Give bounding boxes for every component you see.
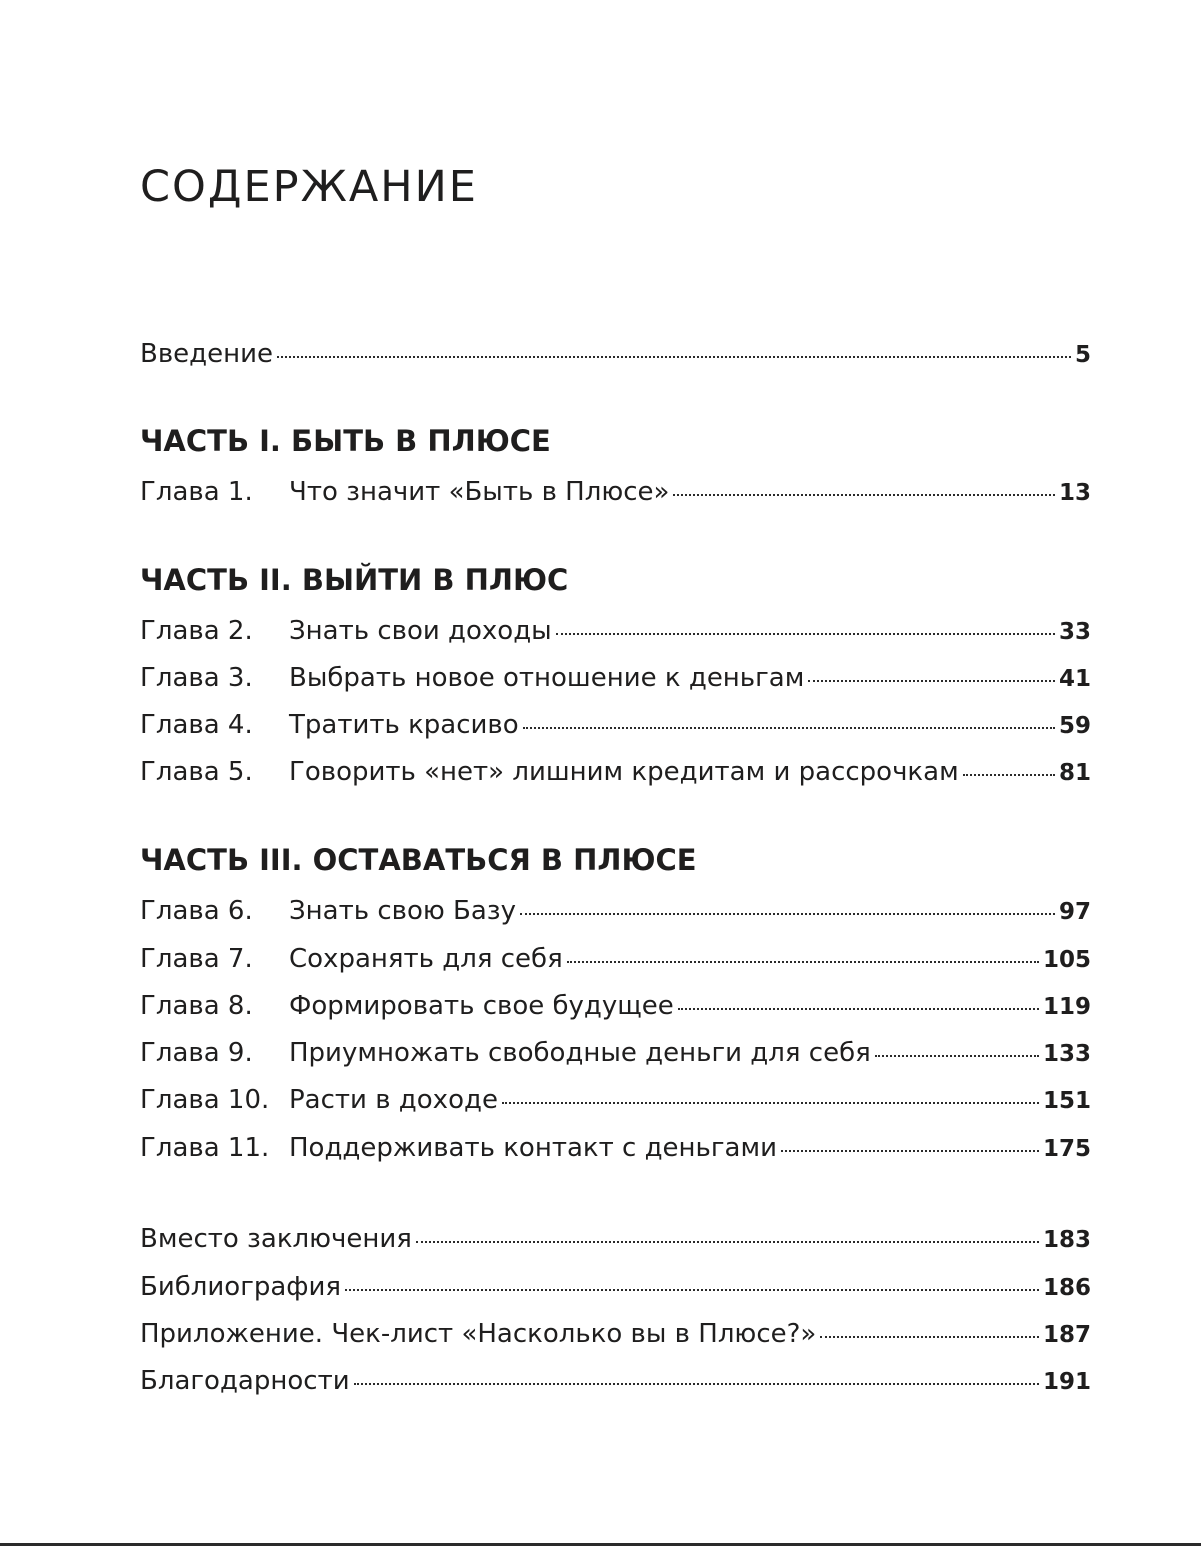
- toc-entry-intro[interactable]: [140, 336, 1091, 372]
- entry-title: Говорить «нет» лишним кредитам и рассрочкам: [289, 757, 959, 787]
- entry-title: Вместо заключения: [140, 1224, 412, 1254]
- toc-entry-chapter-1[interactable]: [140, 474, 1091, 510]
- chapter-number: Глава 9.: [140, 1038, 253, 1068]
- page-number: 5: [1074, 342, 1091, 368]
- entry-title: Введение: [140, 339, 274, 369]
- chapter-number: Глава 8.: [140, 991, 253, 1021]
- page-number: 151: [1042, 1088, 1091, 1114]
- dot-leader: [673, 494, 1055, 496]
- chapter-number: Глава 10.: [140, 1085, 270, 1115]
- dot-leader: [781, 1150, 1039, 1152]
- chapter-number: Глава 11.: [140, 1133, 270, 1163]
- toc-entry-conclusion[interactable]: [140, 1221, 1091, 1257]
- toc-entry-chapter-11[interactable]: [140, 1130, 1091, 1166]
- dot-leader: [808, 680, 1055, 682]
- toc-entry-chapter-7[interactable]: [140, 941, 1091, 977]
- page-number: 186: [1042, 1275, 1091, 1301]
- toc-entry-appendix[interactable]: [140, 1316, 1091, 1352]
- toc-entry-chapter-3[interactable]: [140, 660, 1091, 696]
- part-heading-1: ЧАСТЬ I. БЫТЬ В ПЛЮСЕ: [140, 424, 551, 458]
- chapter-number: Глава 1.: [140, 477, 253, 507]
- dot-leader: [277, 356, 1071, 358]
- toc-entry-chapter-5[interactable]: [140, 754, 1091, 790]
- chapter-number: Глава 4.: [140, 710, 253, 740]
- toc-entry-chapter-2[interactable]: [140, 613, 1091, 649]
- page-number: 81: [1058, 760, 1091, 786]
- dot-leader: [523, 727, 1055, 729]
- page-number: 191: [1042, 1369, 1091, 1395]
- page-number: 97: [1058, 899, 1091, 925]
- toc-entry-chapter-8[interactable]: [140, 988, 1091, 1024]
- page-number: 41: [1058, 666, 1091, 692]
- toc-entry-chapter-6[interactable]: [140, 893, 1091, 929]
- dot-leader: [416, 1241, 1039, 1243]
- entry-title: Знать свои доходы: [289, 616, 552, 646]
- chapter-number: Глава 2.: [140, 616, 253, 646]
- toc-entry-chapter-10[interactable]: [140, 1082, 1091, 1118]
- page-title: СОДЕРЖАНИЕ: [140, 162, 478, 212]
- entry-title: Библиография: [140, 1272, 342, 1302]
- entry-title: Приложение. Чек-лист «Насколько вы в Плюсе?»: [140, 1319, 817, 1349]
- page-number: 119: [1042, 994, 1091, 1020]
- part-heading-3: ЧАСТЬ III. ОСТАВАТЬСЯ В ПЛЮСЕ: [140, 843, 697, 877]
- toc-entry-chapter-9[interactable]: [140, 1035, 1091, 1071]
- page-number: 133: [1042, 1041, 1091, 1067]
- toc-entry-acknowledgements[interactable]: [140, 1363, 1091, 1399]
- dot-leader: [345, 1289, 1039, 1291]
- entry-title: Формировать свое будущее: [289, 991, 674, 1021]
- entry-title: Благодарности: [140, 1366, 350, 1396]
- entry-title: Знать свою Базу: [289, 896, 516, 926]
- chapter-number: Глава 3.: [140, 663, 253, 693]
- dot-leader: [556, 633, 1055, 635]
- page-number: 59: [1058, 713, 1091, 739]
- entry-title: Расти в доходе: [289, 1085, 498, 1115]
- page-number: 183: [1042, 1227, 1091, 1253]
- dot-leader: [502, 1102, 1039, 1104]
- dot-leader: [678, 1008, 1039, 1010]
- dot-leader: [520, 913, 1055, 915]
- toc-entry-chapter-4[interactable]: [140, 707, 1091, 743]
- chapter-number: Глава 6.: [140, 896, 253, 926]
- page-number: 187: [1042, 1322, 1091, 1348]
- entry-title: Сохранять для себя: [289, 944, 563, 974]
- page-number: 175: [1042, 1136, 1091, 1162]
- toc-entry-bibliography[interactable]: [140, 1269, 1091, 1305]
- dot-leader: [354, 1383, 1039, 1385]
- dot-leader: [963, 774, 1055, 776]
- entry-title: Поддерживать контакт с деньгами: [289, 1133, 777, 1163]
- entry-title: Тратить красиво: [289, 710, 519, 740]
- page-number: 13: [1058, 480, 1091, 506]
- entry-title: Что значит «Быть в Плюсе»: [289, 477, 670, 507]
- page-number: 105: [1042, 947, 1091, 973]
- chapter-number: Глава 5.: [140, 757, 253, 787]
- entry-title: Выбрать новое отношение к деньгам: [289, 663, 805, 693]
- dot-leader: [820, 1336, 1039, 1338]
- dot-leader: [875, 1055, 1039, 1057]
- page-number: 33: [1058, 619, 1091, 645]
- entry-title: Приумножать свободные деньги для себя: [289, 1038, 871, 1068]
- dot-leader: [567, 961, 1039, 963]
- part-heading-2: ЧАСТЬ II. ВЫЙТИ В ПЛЮС: [140, 563, 569, 597]
- chapter-number: Глава 7.: [140, 944, 253, 974]
